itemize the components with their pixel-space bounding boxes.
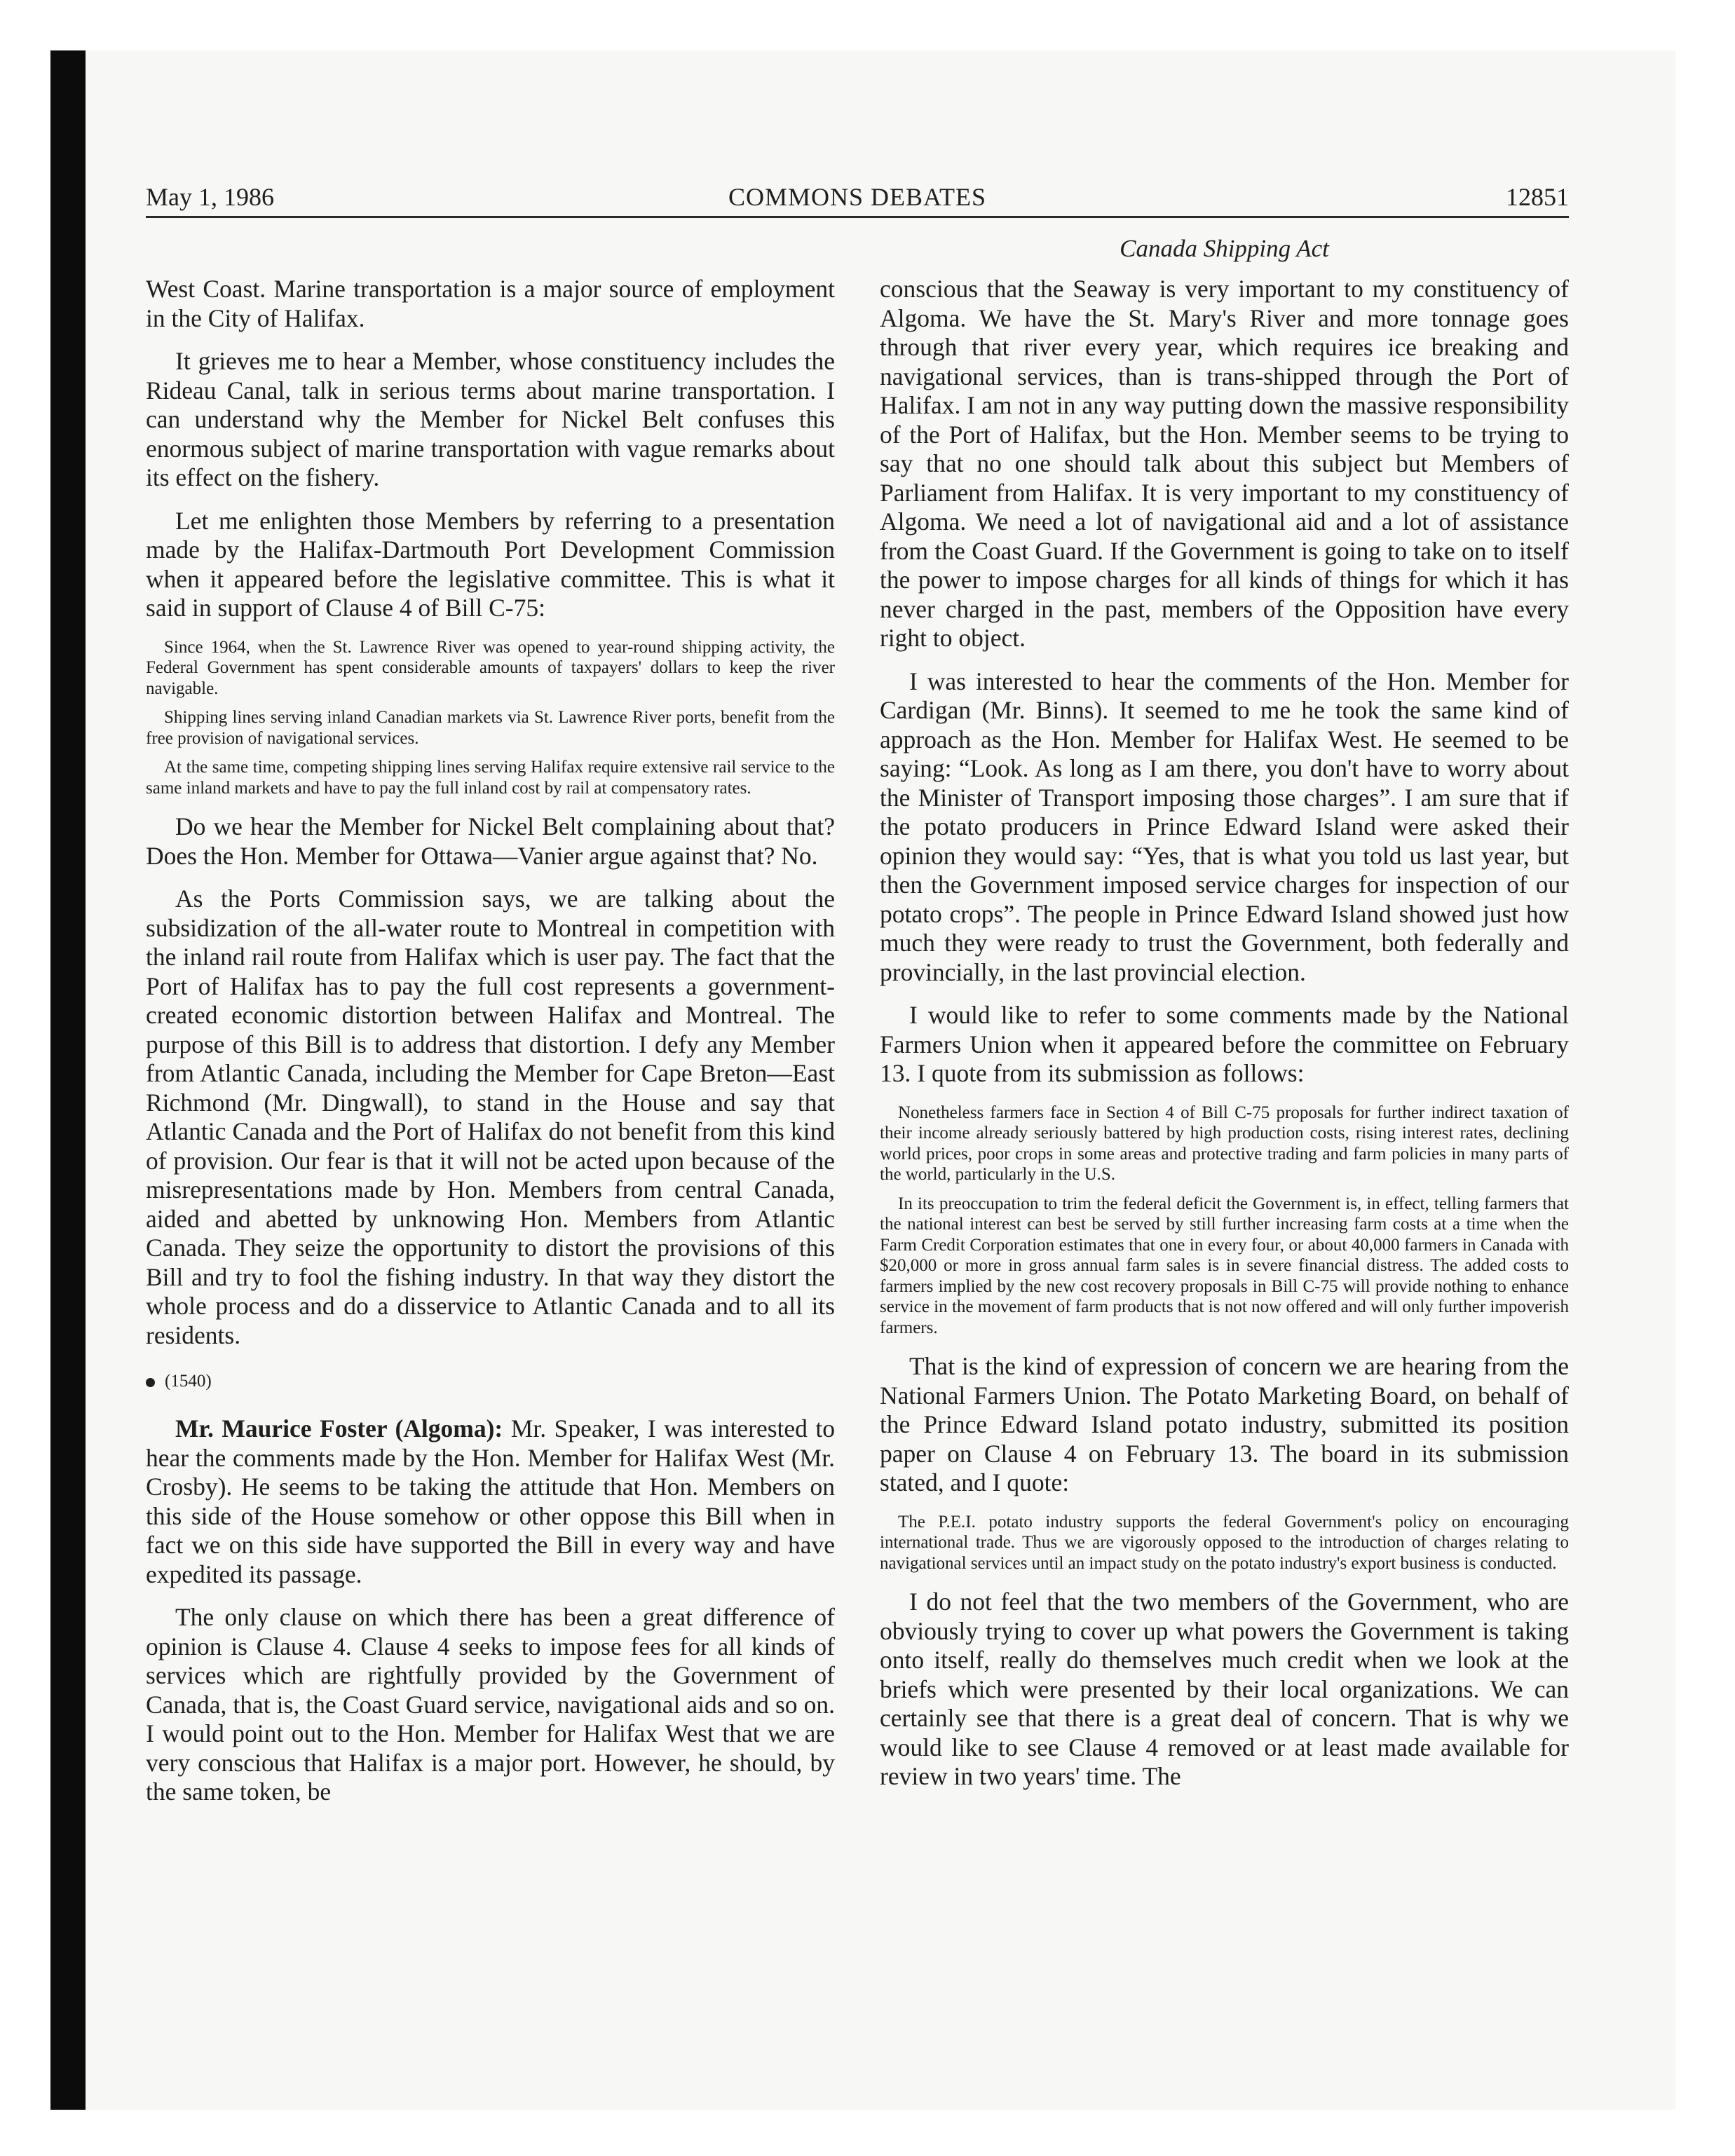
- paragraph: I was interested to hear the comments of the Hon. Member for Cardigan (Mr. Binns). It seemed to me he took the same kind of approach as the Hon. Member for Halifax West. He seemed to be saying: “Look. As long as I am there, you don't have to worry about the Minister of Transport imposing those charges”. I am sure that if the potato producers in Prince Edward Island were asked their opinion they would say: “Yes, that is what you told us last year, but then the Government imposed service charges for inspection of our potato crops”. The people in Prince Edward Island showed just how much they were ready to trust the Government, both federally and provincially, in the last provincial election.: [880, 667, 1569, 986]
- paragraph: conscious that the Seaway is very important to my constituency of Algoma. We have the St. Mary's River and more tonnage goes through that river every year, which requires ice breaking and navigational services, than is trans-shipped through the Port of Halifax. I am not in any way putting down the massive responsibility of the Port of Halifax, but the Hon. Member seems to be trying to say that no one should talk about this subject but Members of Parliament from Halifax. It is very important to my constituency of Algoma. We need a lot of navigational aid and a lot of assistance from the Coast Guard. If the Government is going to take on to itself the power to impose charges for all kinds of things for which it has never charged in the past, members of the Opposition have every right to object.: [880, 275, 1569, 652]
- header-date: May 1, 1986: [146, 183, 274, 211]
- paragraph: The only clause on which there has been a great difference of opinion is Clause 4. Clause 4 seeks to impose fees for all kinds of services which are rightfully provided by the Government of Canada, that is, the Coast Guard service, navigational aids and so on. I would point out to the Hon. Member for Halifax West that we are very conscious that Halifax is a major port. However, he should, by the same token, be: [146, 1603, 835, 1806]
- paragraph: Do we hear the Member for Nickel Belt complaining about that? Does the Hon. Member for Ottawa—Vanier argue against that? No.: [146, 812, 835, 870]
- block-quote: In its preoccupation to trim the federal deficit the Government is, in effect, telling farmers that the national interest can best be served by still further increasing farm costs at a time when the Farm Credit Corporation estimates that one in every four, or about 40,000 farmers in Canada with $20,000 or more in gross annual farm sales is in severe financial distress. The added costs to farmers implied by the new cost recovery proposals in Bill C-75 will provide nothing to enhance service in the movement of farm products that is not now offered and will only further impoverish farmers.: [880, 1194, 1569, 1337]
- block-quote: Shipping lines serving inland Canadian markets via St. Lawrence River ports, benefit from the free provision of navigational services.: [146, 708, 835, 748]
- right-column: [880, 275, 1569, 1806]
- speech-paragraph: [146, 1414, 835, 1589]
- paragraph: West Coast. Marine transportation is a major source of employment in the City of Halifax.: [146, 275, 835, 332]
- block-quote: The P.E.I. potato industry supports the federal Government's policy on encouraging international trade. Thus we are vigorously opposed to the introduction of charges relating to navigational services until an impact study on the potato industry's export business is conducted.: [880, 1512, 1569, 1573]
- header-page-number: 12851: [1506, 183, 1569, 211]
- block-quote: Since 1964, when the St. Lawrence River was opened to year-round shipping activity, the Federal Government has spent considerable amounts of taxpayers' dollars to keep the river navigable.: [146, 637, 835, 698]
- section-title: Canada Shipping Act: [1120, 235, 1329, 262]
- block-quote: Nonetheless farmers face in Section 4 of Bill C-75 proposals for further indirect taxation of their income already seriously battered by high production costs, rising interest rates, declining world prices, poor crops in some areas and protective trading and farm policies in many parts of the world, particularly in the U.S.: [880, 1103, 1569, 1184]
- paragraph: That is the kind of expression of concern we are hearing from the National Farmers Union. The Potato Marketing Board, on behalf of the Prince Edward Island potato industry, submitted its position paper on Clause 4 on February 13. The board in its submission stated, and I quote:: [880, 1352, 1569, 1496]
- time-marker-label: (1540): [165, 1372, 212, 1391]
- paragraph: I do not feel that the two members of the Government, who are obviously trying to cover up what powers the Government is taking onto itself, really do themselves much credit when we look at the briefs which were presented by their local organizations. We can certainly see that there is a great deal of concern. That is why we would like to see Clause 4 removed or at least made available for review in two years' time. The: [880, 1588, 1569, 1790]
- paragraph: Let me enlighten those Members by referring to a presentation made by the Halifax-Dartmouth Port Development Commission when it appeared before the legislative committee. This is what it said in support of Clause 4 of Bill C-75:: [146, 506, 835, 622]
- speaker-name: Mr. Maurice Foster (Algoma):: [175, 1414, 503, 1442]
- left-column: [146, 275, 835, 1821]
- paragraph: I would like to refer to some comments made by the National Farmers Union when it appeared before the committee on February 13. I quote from its submission as follows:: [880, 1001, 1569, 1087]
- header-journal-title: COMMONS DEBATES: [728, 183, 987, 211]
- block-quote: At the same time, competing shipping lines serving Halifax require extensive rail service to the same inland markets and have to pay the full inland cost by rail at compensatory rates.: [146, 758, 835, 798]
- bullet-icon: [146, 1378, 155, 1387]
- scan-edge: [50, 50, 86, 2110]
- speech-text: Mr. Speaker, I was interested to hear the comments made by the Hon. Member for Halifax West (Mr. Crosby). He seems to be taking the attitude that Hon. Members on this side of the House somehow or other oppose this Bill when in fact we on this side have supported the Bill in every way and have expedited its passage.: [146, 1414, 836, 1588]
- paragraph: As the Ports Commission says, we are talking about the subsidization of the all-water route to Montreal in competition with the inland rail route from Halifax which is user pay. The fact that the Port of Halifax has to pay the full cost represents a government-created economic distortion between Halifax and Montreal. The purpose of this Bill is to address that distortion. I defy any Member from Atlantic Canada, including the Member for Cape Breton—East Richmond (Mr. Dingwall), to stand in the House and say that Atlantic Canada and the Port of Halifax do not benefit from this kind of provision. Our fear is that it will not be acted upon because of the misrepresentations made by Hon. Members from central Canada, aided and abetted by unknowing Hon. Members from Atlantic Canada. They seize the opportunity to distort the provisions of this Bill and try to fool the fishing industry. In that way they distort the whole process and do a disservice to Atlantic Canada and to all its residents.: [146, 885, 835, 1349]
- page-header: [146, 181, 1569, 218]
- time-marker: [146, 1371, 835, 1392]
- paragraph: It grieves me to hear a Member, whose constituency includes the Rideau Canal, talk in serious terms about marine transportation. I can understand why the Member for Nickel Belt confuses this enormous subject of marine transportation with vague remarks about its effect on the fishery.: [146, 347, 835, 491]
